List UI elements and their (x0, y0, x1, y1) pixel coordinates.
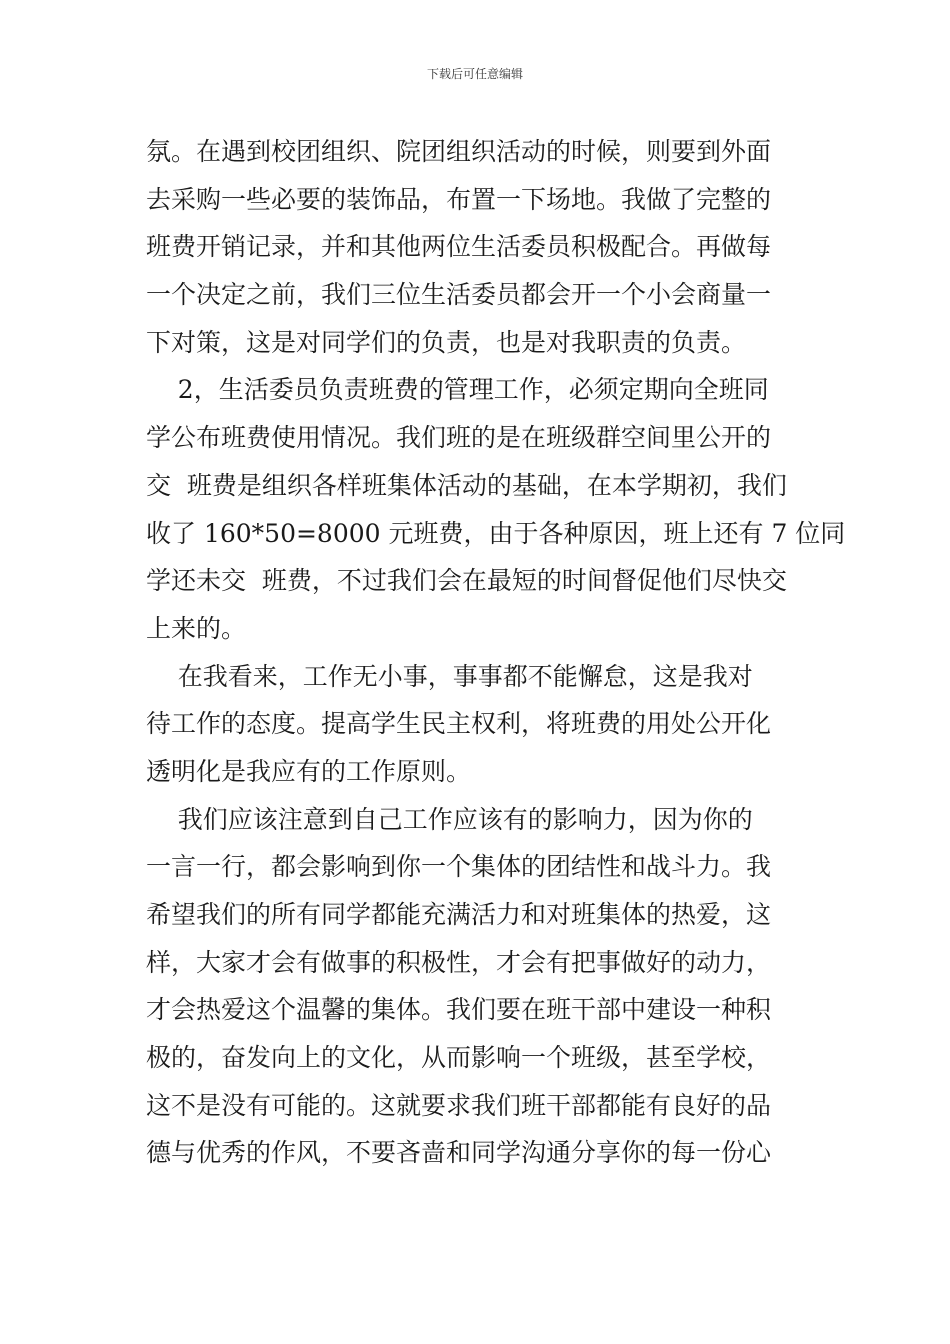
text-line: 在我看来，工作无小事，事事都不能懈怠，这是我对 (146, 661, 753, 691)
text-line: 这不是没有可能的。这就要求我们班干部都能有良好的品 (146, 1090, 772, 1120)
text-line: 班费开销记录，并和其他两位生活委员积极配合。再做每 (146, 232, 772, 262)
text-line: 我们应该注意到自己工作应该有的影响力，因为你的 (146, 804, 753, 834)
text-line: 透明化是我应有的工作原则。 (146, 756, 472, 786)
text-line: 2，生活委员负责班费的管理工作，必须定期向全班同 (146, 375, 769, 405)
text-line: 交 班费是组织各样班集体活动的基础，在本学期初，我们 (146, 470, 787, 500)
page-header: 下载后可任意编辑 (426, 67, 523, 81)
text-line: 样，大家才会有做事的积极性，才会有把事做好的动力， (146, 947, 772, 977)
text-line: 待工作的态度。提高学生民主权利，将班费的用处公开化 (146, 709, 772, 739)
text-line: 德与优秀的作风，不要吝啬和同学沟通分享你的每一份心 (146, 1138, 772, 1168)
text-line: 希望我们的所有同学都能充满活力和对班集体的热爱，这 (146, 900, 772, 929)
document-body (146, 128, 846, 1177)
text-line: 收了 160*50=8000 元班费，由于各种原因，班上还有 7 位同 (146, 518, 846, 548)
text-line: 学公布班费使用情况。我们班的是在班级群空间里公开的 (146, 423, 772, 453)
text-line: 一个决定之前，我们三位生活委员都会开一个小会商量一 (146, 280, 772, 310)
text-line: 一言一行，都会影响到你一个集体的团结性和战斗力。我 (146, 852, 772, 882)
text-line: 去采购一些必要的装饰品，布置一下场地。我做了完整的 (146, 184, 772, 214)
text-line: 极的，奋发向上的文化，从而影响一个班级，甚至学校， (146, 1043, 772, 1073)
text-line: 学还未交 班费，不过我们会在最短的时间督促他们尽快交 (146, 566, 787, 596)
text-line: 上来的。 (146, 613, 247, 643)
text-line: 氛。在遇到校团组织、院团组织活动的时候，则要到外面 (146, 137, 772, 166)
text-line: 才会热爱这个温馨的集体。我们要在班干部中建设一种积 (146, 995, 772, 1025)
text-line: 下对策，这是对同学们的负责，也是对我职责的负责。 (146, 327, 747, 357)
